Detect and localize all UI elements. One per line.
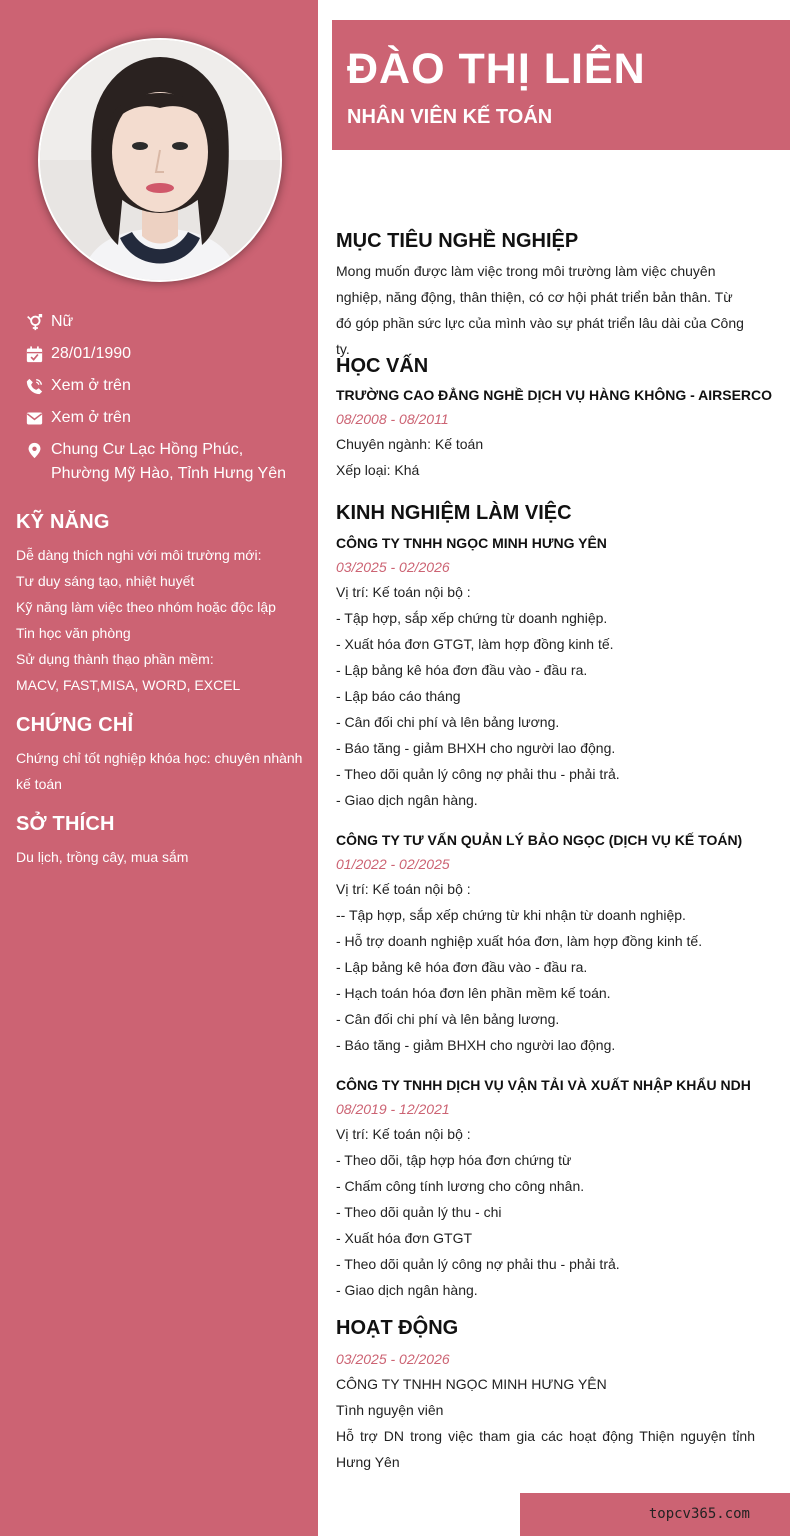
job-line: - Cân đối chi phí và lên bảng lương. <box>336 1011 560 1027</box>
skill-item: Tư duy sáng tạo, nhiệt huyết <box>16 573 195 589</box>
job-company: CÔNG TY TNHH NGỌC MINH HƯNG YÊN <box>336 535 607 551</box>
activity-role: Tình nguyện viên <box>336 1402 444 1418</box>
job-line: - Giao dịch ngân hàng. <box>336 1282 478 1298</box>
activity-org: CÔNG TY TNHH NGỌC MINH HƯNG YÊN <box>336 1376 607 1392</box>
objective-text: Mong muốn được làm việc trong môi trường làm việc chuyên nghiệp, năng động, thân thiện, có cơ hội phát triển bản thân. Từ đó góp phần sức lực của mình vào sự phát triển lâu dài của Công ty. <box>336 263 744 357</box>
job-line: - Xuất hóa đơn GTGT, làm hợp đồng kinh tế. <box>336 636 614 652</box>
candidate-name: ĐÀO THỊ LIÊN <box>347 45 646 93</box>
hobbies-text: Du lịch, trồng cây, mua sắm <box>16 849 189 865</box>
education-section <box>336 353 773 483</box>
location-pin-icon <box>24 438 44 462</box>
activity-desc: Hỗ trợ DN trong việc tham gia các hoạt động Thiện nguyện tỉnh Hưng Yên <box>336 1428 755 1470</box>
activities-section <box>336 1315 756 1475</box>
job-line: - Xuất hóa đơn GTGT <box>336 1230 473 1246</box>
job-line: - Cân đối chi phí và lên bảng lương. <box>336 714 560 730</box>
objective-section <box>336 228 756 362</box>
job-company: CÔNG TY TNHH DỊCH VỤ VẬN TẢI VÀ XUẤT NHẬP KHẨU NDH <box>336 1077 751 1093</box>
education-title: HỌC VẤN <box>336 355 429 377</box>
profile-photo-illustration <box>40 40 280 280</box>
education-major: Chuyên ngành: Kế toán <box>336 436 484 452</box>
job-line: - Lập bảng kê hóa đơn đầu vào - đầu ra. <box>336 662 588 678</box>
address-line-2: Phường Mỹ Hào, Tỉnh Hưng Yên <box>51 465 286 482</box>
education-school: TRƯỜNG CAO ĐẲNG NGHỀ DỊCH VỤ HÀNG KHÔNG - AIRSERCO <box>336 387 773 403</box>
job-line: - Báo tăng - giảm BHXH cho người lao động. <box>336 1037 616 1053</box>
phone-icon <box>24 374 44 398</box>
job-line: Vị trí: Kế toán nội bộ : <box>336 881 471 897</box>
job-line: - Lập báo cáo tháng <box>336 688 461 704</box>
job-line: - Theo dõi quản lý công nợ phải thu - phải trả. <box>336 1256 620 1272</box>
job-line: Vị trí: Kế toán nội bộ : <box>336 584 471 600</box>
hobbies-section <box>16 810 308 870</box>
skill-item: MACV, FAST,MISA, WORD, EXCEL <box>16 677 241 693</box>
birthday-text: 28/01/1990 <box>51 345 132 362</box>
job-line: - Chấm công tính lương cho công nhân. <box>336 1178 585 1194</box>
contact-address <box>24 438 309 486</box>
header-banner <box>332 20 790 150</box>
activities-title: HOẠT ĐỘNG <box>336 1317 459 1339</box>
address-line-1: Chung Cư Lạc Hồng Phúc, <box>51 441 244 458</box>
certificates-title: CHỨNG CHỈ <box>16 714 134 736</box>
job-entry <box>336 1073 756 1303</box>
profile-photo <box>38 38 282 282</box>
address-text <box>51 438 286 486</box>
email-icon <box>24 406 44 430</box>
job-line: - Hỗ trợ doanh nghiệp xuất hóa đơn, làm hợp đồng kinh tế. <box>336 933 703 949</box>
candidate-role: NHÂN VIÊN KẾ TOÁN <box>347 106 553 128</box>
activity-date: 03/2025 - 02/2026 <box>336 1351 450 1367</box>
skills-section <box>16 508 308 698</box>
skill-item: Tin học văn phòng <box>16 625 131 641</box>
job-entry <box>336 531 756 813</box>
job-line: - Giao dịch ngân hàng. <box>336 792 478 808</box>
job-line: - Tập hợp, sắp xếp chứng từ doanh nghiệp. <box>336 610 608 626</box>
experience-section <box>336 500 756 1303</box>
footer-site: topcv365.com <box>648 1506 750 1522</box>
objective-title: MỤC TIÊU NGHỀ NGHIỆP <box>336 230 579 252</box>
job-date: 08/2019 - 12/2021 <box>336 1101 450 1117</box>
contact-gender <box>24 310 309 334</box>
job-line: - Hạch toán hóa đơn lên phần mềm kế toán. <box>336 985 611 1001</box>
phone-text: Xem ở trên <box>51 377 131 394</box>
contact-phone <box>24 374 309 398</box>
skill-item: Kỹ năng làm việc theo nhóm hoặc độc lập <box>16 599 276 615</box>
job-line: - Báo tăng - giảm BHXH cho người lao động. <box>336 740 616 756</box>
job-line: Vị trí: Kế toán nội bộ : <box>336 1126 471 1142</box>
experience-title: KINH NGHIỆM LÀM VIỆC <box>336 502 572 524</box>
job-line: - Theo dõi quản lý công nợ phải thu - phải trả. <box>336 766 620 782</box>
gender-text: Nữ <box>51 313 74 330</box>
hobbies-title: SỞ THÍCH <box>16 813 115 835</box>
contact-info <box>24 310 309 494</box>
job-date: 01/2022 - 02/2025 <box>336 856 450 872</box>
job-entry <box>336 828 756 1058</box>
skill-item: Dễ dàng thích nghi với môi trường mới: <box>16 547 262 563</box>
job-line: - Theo dõi quản lý thu - chi <box>336 1204 502 1220</box>
certificates-section <box>16 711 308 797</box>
email-text: Xem ở trên <box>51 409 131 426</box>
job-line: - Lập bảng kê hóa đơn đầu vào - đầu ra. <box>336 959 588 975</box>
certificate-line-1: Chứng chỉ tốt nghiệp khóa học: chuyên nhành <box>16 750 303 766</box>
calendar-icon <box>24 342 44 366</box>
contact-birthday <box>24 342 309 366</box>
footer-banner <box>520 1493 790 1536</box>
contact-email <box>24 406 309 430</box>
certificate-line-2: kế toán <box>16 776 62 792</box>
job-line: -- Tập hợp, sắp xếp chứng từ khi nhận từ doanh nghiệp. <box>336 907 686 923</box>
education-grade: Xếp loại: Khá <box>336 462 420 478</box>
job-company: CÔNG TY TƯ VẤN QUẢN LÝ BẢO NGỌC (DỊCH VỤ KẾ TOÁN) <box>336 832 743 848</box>
skills-title: KỸ NĂNG <box>16 511 110 533</box>
skill-item: Sử dụng thành thạo phần mềm: <box>16 651 214 667</box>
education-date: 08/2008 - 08/2011 <box>336 411 449 427</box>
gender-icon <box>24 310 44 334</box>
sidebar <box>0 0 318 1536</box>
job-date: 03/2025 - 02/2026 <box>336 559 450 575</box>
job-line: - Theo dõi, tập hợp hóa đơn chứng từ <box>336 1152 572 1168</box>
